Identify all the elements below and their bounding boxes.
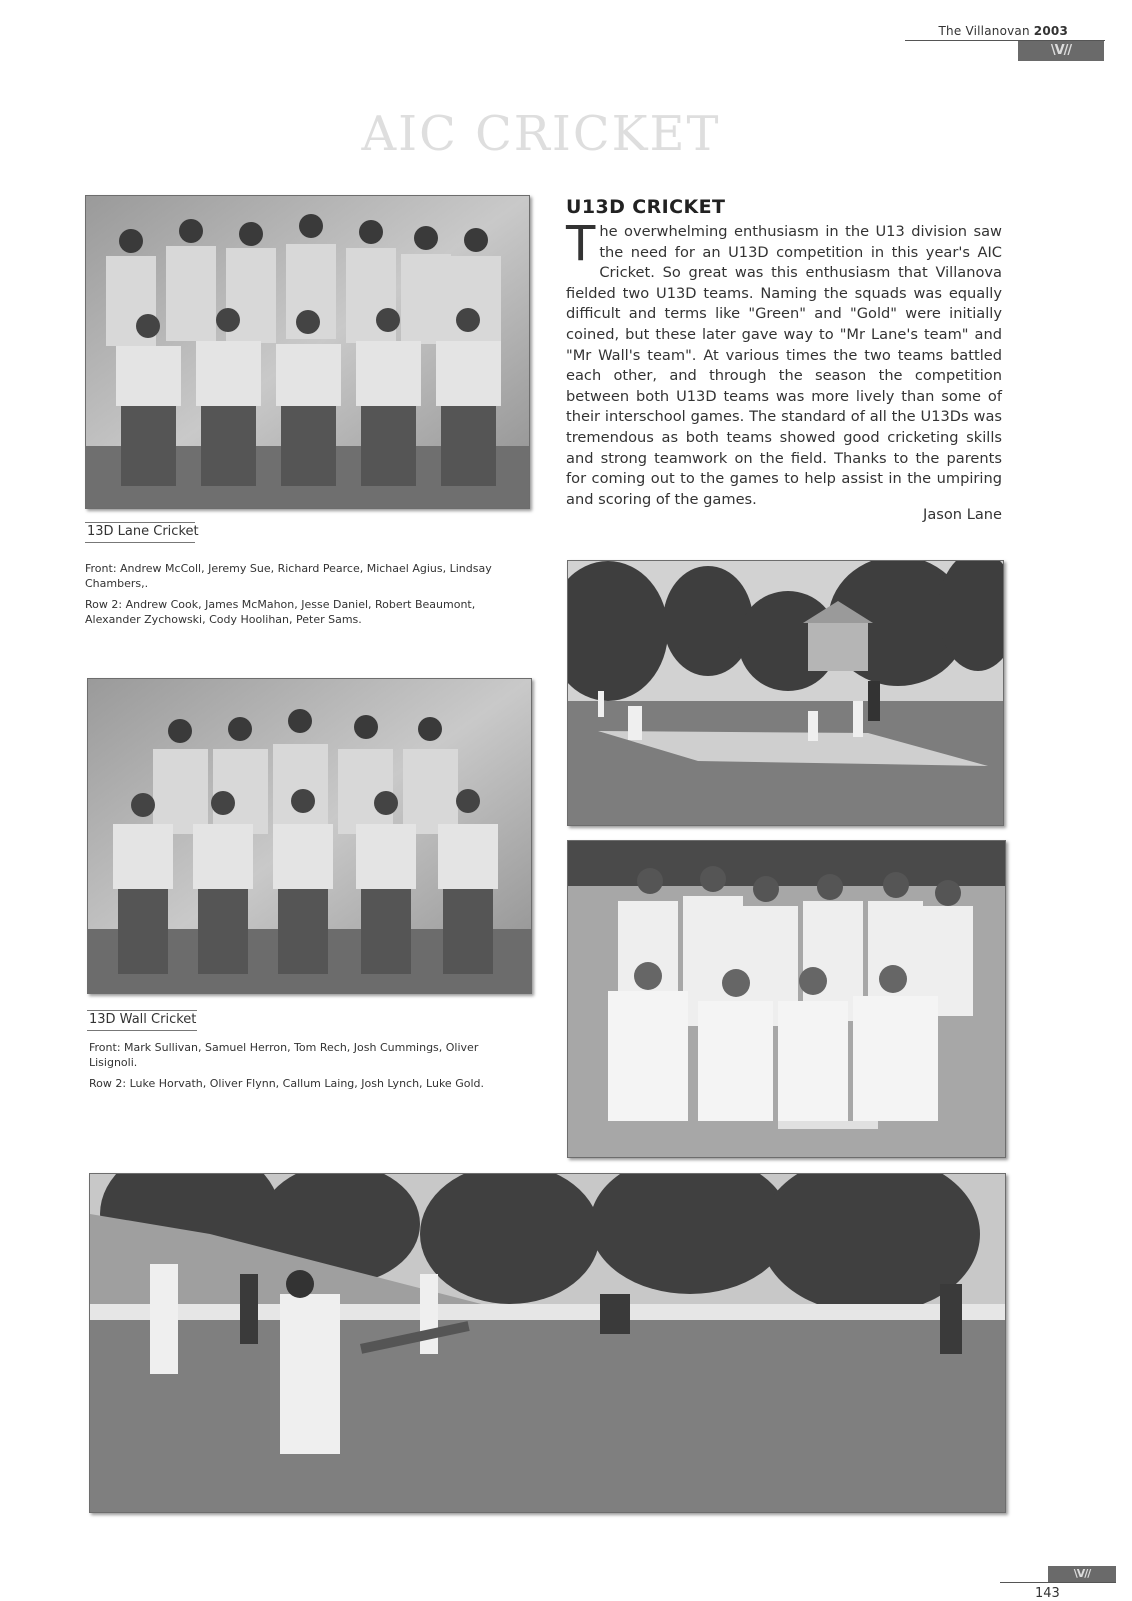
wall-caption-rule: [87, 1010, 197, 1011]
footer-rule: [1000, 1582, 1116, 1583]
wall-caption-rule-bottom: [87, 1030, 197, 1031]
article-body: [566, 216, 1002, 510]
team-group-photo: [567, 840, 1006, 1158]
footer-logo: [1048, 1566, 1116, 1582]
lane-team-photo-image: [86, 196, 529, 508]
wall-team-photo: [87, 678, 532, 994]
article-dropcap: T: [566, 216, 596, 272]
publication-year: 2003: [1033, 24, 1068, 38]
running-header: [939, 24, 1068, 38]
lane-caption-rule-bottom: [85, 542, 195, 543]
batsman-action-photo: [89, 1173, 1006, 1513]
wall-team-photo-image: [88, 679, 531, 993]
lane-caption-front: Front: Andrew McColl, Jeremy Sue, Richard Pearce, Michael Agius, Lindsay Chambers,.: [85, 562, 492, 590]
article-author: Jason Lane: [923, 506, 1002, 523]
publication-name: The Villanovan: [938, 24, 1030, 38]
page-number: 143: [1035, 1586, 1060, 1601]
lane-caption-rule: [85, 522, 195, 523]
wall-caption-title: 13D Wall Cricket: [89, 1012, 197, 1027]
header-logo-text: \V//: [1050, 43, 1072, 58]
match-field-photo: [567, 560, 1004, 826]
footer-logo-text: \V//: [1073, 1567, 1091, 1580]
lane-team-photo: [85, 195, 530, 509]
team-group-photo-image: [568, 841, 1005, 1157]
article-body-text: he overwhelming enthusiasm in the U13 division saw the need for an U13D competition in this year's AIC Cricket. So great was this enthusiasm that Villanova fielded two U13D teams. Naming the squads was equally difficult and terms like "Green" and "Gold" were initially coined, but these later gave way to "Mr Lane's team" and "Mr Wall's team". At various times the two teams battled each other, and through the season the competition between both U13D teams was more lively than some of their interschool games. The standard of all the U13Ds was tremendous as both teams showed good cricketing skills and strong teamwork on the field. Thanks to the parents for coming out to the games to help assist in the umpiring and scoring of the games.: [566, 223, 1002, 508]
match-field-photo-image: [568, 561, 1003, 825]
lane-caption-title: 13D Lane Cricket: [87, 524, 199, 539]
lane-caption-row2: Row 2: Andrew Cook, James McMahon, Jesse Daniel, Robert Beaumont, Alexander Zychowski, Cody Hoolihan, Peter Sams.: [85, 598, 476, 626]
batsman-action-photo-image: [90, 1174, 1005, 1512]
page-title: AIC CRICKET: [361, 106, 721, 162]
article-heading: U13D CRICKET: [566, 196, 726, 218]
header-logo: [1018, 41, 1104, 61]
wall-caption-front: Front: Mark Sullivan, Samuel Herron, Tom Rech, Josh Cummings, Oliver Lisignoli.: [89, 1041, 479, 1069]
wall-caption-row2: Row 2: Luke Horvath, Oliver Flynn, Callum Laing, Josh Lynch, Luke Gold.: [89, 1077, 484, 1090]
